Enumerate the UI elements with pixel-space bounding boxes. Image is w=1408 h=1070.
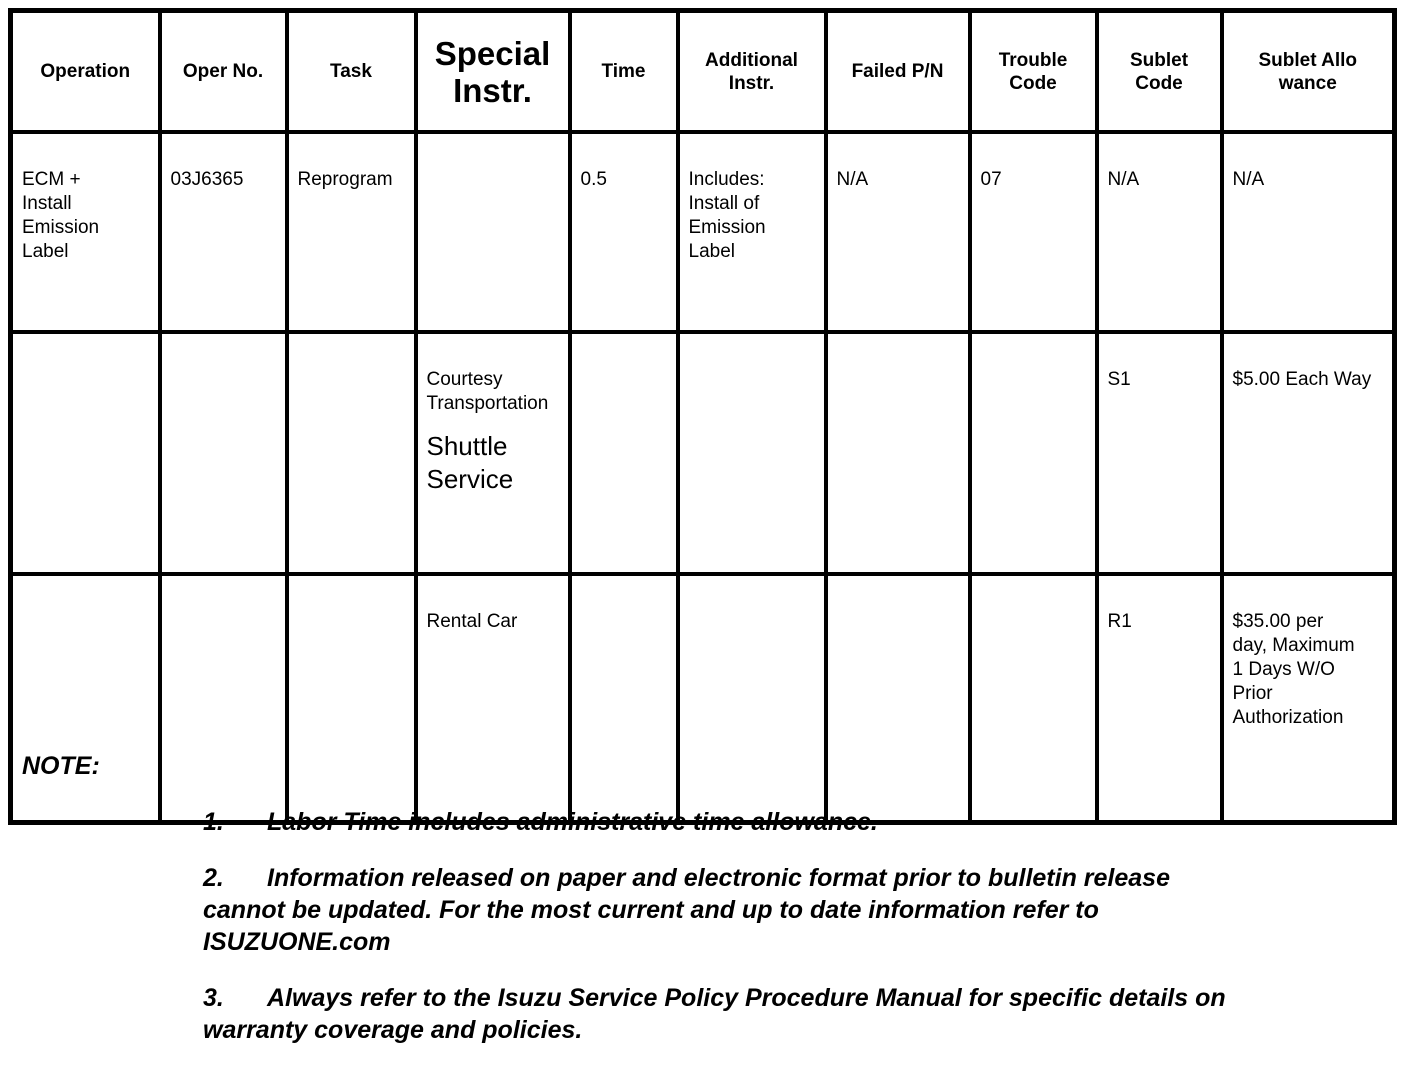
cell-operation: ECM + Install Emission Label <box>11 132 160 332</box>
labor-operation-table <box>8 8 1397 825</box>
note-title: NOTE: <box>22 752 100 780</box>
table-row <box>11 132 1395 332</box>
note-item <box>203 806 1253 838</box>
cell-operation <box>11 574 160 823</box>
cell-time: 0.5 <box>570 132 678 332</box>
cell-trouble-code <box>970 332 1097 574</box>
header-time: Time <box>570 11 678 133</box>
note-number: 1. <box>203 808 224 836</box>
cell-additional-instr <box>678 574 826 823</box>
header-sublet-code: Sublet Code <box>1097 11 1222 133</box>
table-row <box>11 574 1395 823</box>
cell-sublet-allowance: $35.00 per day, Maximum 1 Days W/O Prior Authorization <box>1222 574 1395 823</box>
cell-sublet-code: N/A <box>1097 132 1222 332</box>
cell-time <box>570 332 678 574</box>
cell-oper-no: 03J6365 <box>160 132 287 332</box>
header-sublet-allowance: Sublet Allo wance <box>1222 11 1395 133</box>
cell-additional-instr: Includes: Install of Emission Label <box>678 132 826 332</box>
header-failed-pn: Failed P/N <box>826 11 970 133</box>
header-operation: Operation <box>11 11 160 133</box>
courtesy-transportation-text: Courtesy Transportation <box>426 369 549 414</box>
cell-special-instr <box>416 132 570 332</box>
note-number: 2. <box>203 864 224 892</box>
cell-special-instr: Rental Car <box>416 574 570 823</box>
shuttle-service-text: Shuttle Service <box>426 431 514 494</box>
note-number: 3. <box>203 984 224 1012</box>
cell-additional-instr <box>678 332 826 574</box>
header-additional-instr: Additional Instr. <box>678 11 826 133</box>
cell-operation <box>11 332 160 574</box>
header-oper-no: Oper No. <box>160 11 287 133</box>
header-trouble-code: Trouble Code <box>970 11 1097 133</box>
cell-task <box>287 574 416 823</box>
header-task: Task <box>287 11 416 133</box>
cell-failed-pn <box>826 574 970 823</box>
cell-special-instr <box>416 332 570 574</box>
note-item <box>203 862 1253 958</box>
table-header-row <box>11 11 1395 133</box>
cell-failed-pn <box>826 332 970 574</box>
notes-list <box>203 806 1253 1070</box>
cell-task <box>287 332 416 574</box>
cell-trouble-code <box>970 574 1097 823</box>
cell-task: Reprogram <box>287 132 416 332</box>
cell-time <box>570 574 678 823</box>
note-item <box>203 982 1253 1046</box>
note-text: Labor Time includes administrative time allowance. <box>267 808 878 836</box>
cell-oper-no <box>160 332 287 574</box>
header-special-instr: Special Instr. <box>416 11 570 133</box>
cell-sublet-allowance: $5.00 Each Way <box>1222 332 1395 574</box>
cell-sublet-code: S1 <box>1097 332 1222 574</box>
cell-sublet-code: R1 <box>1097 574 1222 823</box>
cell-trouble-code: 07 <box>970 132 1097 332</box>
cell-oper-no <box>160 574 287 823</box>
cell-failed-pn: N/A <box>826 132 970 332</box>
cell-sublet-allowance: N/A <box>1222 132 1395 332</box>
table-row <box>11 332 1395 574</box>
note-text: Always refer to the Isuzu Service Policy Procedure Manual for specific details on warranty coverage and policies. <box>203 984 1226 1044</box>
note-text: Information released on paper and electronic format prior to bulletin release cannot be updated. For the most current and up to date information refer to ISUZUONE.com <box>203 864 1170 956</box>
